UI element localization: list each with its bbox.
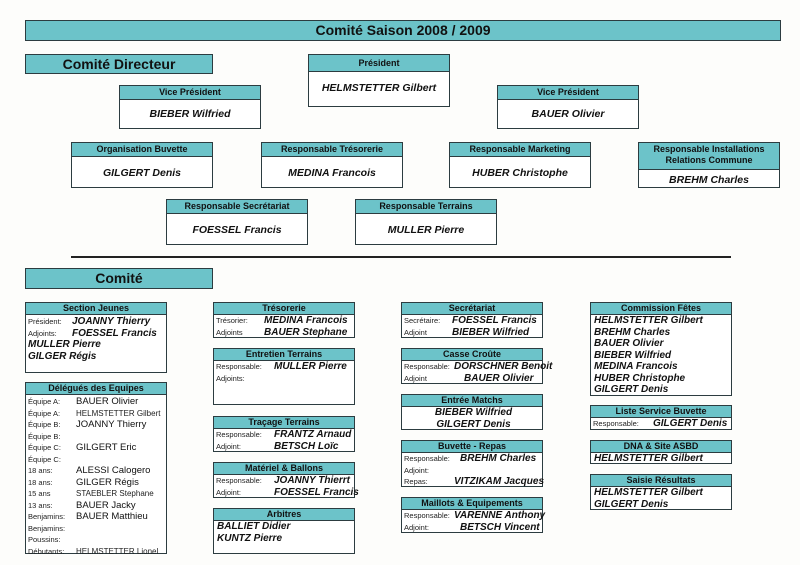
buvette-label-3: Repas: — [404, 477, 428, 486]
secretariat-label-1: Secrétaire: — [404, 316, 441, 325]
responsable-terrains-name: MULLER Pierre — [387, 224, 465, 236]
casse-label-2: Adjoint — [404, 373, 427, 383]
materiel-label-1: Responsable: — [216, 476, 262, 485]
saisie-resultats-title: Saisie Résultats — [591, 475, 731, 487]
entree-matchs-title: Entrée Matchs — [402, 395, 542, 407]
delegue-row — [28, 419, 164, 431]
tresorerie-name-1: MEDINA Francois — [264, 315, 348, 326]
delegue-team-label: Équipe B: — [28, 431, 61, 441]
responsable-tresorerie-name: MEDINA Francois — [288, 167, 376, 179]
maillots-equipements-card — [401, 497, 546, 533]
delegue-team-label: Benjamins: — [28, 512, 66, 521]
entree-matchs-card — [401, 394, 543, 430]
delegue-team-label: Équipe C: — [28, 454, 61, 464]
buvette-name-3: VITZIKAM Jacques — [454, 476, 545, 487]
delegue-row — [28, 500, 164, 512]
delegue-row — [28, 534, 164, 546]
responsable-installations-label — [639, 143, 779, 170]
delegue-team-label: 18 ans: — [28, 466, 53, 475]
tracage-terrains-title: Traçage Terrains — [214, 417, 354, 429]
delegue-team-label: Débutants: — [28, 546, 65, 556]
entree-matchs-name-1: BIEBER Wilfried — [434, 407, 513, 418]
delegue-team-label: 13 ans: — [28, 500, 53, 510]
responsable-tresorerie-label: Responsable Trésorerie — [262, 143, 402, 157]
delegue-row — [28, 454, 164, 466]
delegue-team-label: Équipe C: — [28, 443, 61, 452]
casse-label-1: Responsable: — [404, 362, 450, 371]
delegues-equipes-card — [25, 382, 167, 554]
responsable-installations-card — [638, 142, 780, 188]
delegue-row — [28, 511, 164, 523]
materiel-name-2: FOESSEL Francis — [274, 486, 359, 498]
comite-directeur-heading: Comité Directeur — [25, 54, 213, 74]
delegue-team-label: Poussins: — [28, 535, 61, 544]
installations-label-line2: Relations Commune — [665, 155, 753, 165]
entretien-terrains-title: Entretien Terrains — [214, 349, 354, 361]
entree-matchs-name-2: GILGERT Denis — [436, 418, 511, 430]
tracage-terrains-card — [213, 416, 355, 452]
materiel-label-2: Adjoint: — [216, 487, 242, 497]
delegue-row — [28, 396, 164, 408]
fetes-member: BAUER Olivier — [594, 338, 664, 349]
tracage-name-1: FRANTZ Arnaud — [274, 429, 352, 440]
delegue-row — [28, 488, 164, 500]
buvette-label-2: Adjoint: — [404, 465, 430, 475]
delegue-row — [28, 431, 164, 443]
responsable-tresorerie-card — [261, 142, 403, 188]
secretariat-label-2: Adjoint — [404, 327, 427, 337]
jeunes-adjoint-1: FOESSEL Francis — [72, 327, 157, 339]
jeunes-adjoints-label: Adjoints: — [28, 328, 57, 338]
secretariat-name-1: FOESSEL Francis — [452, 315, 537, 326]
saisie-name-2: GILGERT Denis — [594, 498, 669, 510]
delegue-name: HELMSTETTER Gilbert — [76, 408, 161, 418]
responsable-installations-name: BREHM Charles — [669, 174, 749, 186]
fetes-member: HELMSTETTER Gilbert — [594, 315, 703, 326]
casse-name-1: DORSCHNER Benoit — [454, 361, 553, 372]
delegue-name: STAEBLER Stephane — [76, 489, 154, 498]
secretariat-title: Secrétariat — [402, 303, 542, 315]
responsable-terrains-label: Responsable Terrains — [356, 200, 496, 214]
liste-service-buvette-card — [590, 405, 732, 430]
fetes-member: MEDINA Francois — [594, 361, 678, 372]
tresorerie-label-2: Adjoints — [216, 327, 243, 337]
responsable-marketing-card — [449, 142, 591, 188]
fetes-member: BIEBER Wilfried — [594, 349, 672, 361]
saisie-name-1: HELMSTETTER Gilbert — [594, 487, 703, 498]
vice-president-2-card — [497, 85, 639, 129]
entretien-label-2: Adjoints: — [216, 373, 245, 383]
delegue-row — [28, 408, 164, 420]
secretariat-card — [401, 302, 543, 338]
organisation-buvette-label: Organisation Buvette — [72, 143, 212, 157]
saisie-resultats-card — [590, 474, 732, 510]
delegue-team-label: Benjamins: — [28, 523, 66, 533]
section-jeunes-title: Section Jeunes — [26, 303, 166, 315]
materiel-ballons-title: Matériel & Ballons — [214, 463, 354, 475]
arbitres-name-1: BALLIET Didier — [217, 521, 291, 532]
vice-president-2-label: Vice Président — [498, 86, 638, 100]
tracage-label-2: Adjoint: — [216, 441, 242, 451]
tracage-name-2: BETSCH Loïc — [274, 440, 339, 452]
dna-site-name: HELMSTETTER Gilbert — [594, 453, 703, 464]
delegue-row — [28, 523, 164, 535]
delegue-row — [28, 546, 164, 558]
delegue-name: GILGER Régis — [76, 476, 139, 488]
buvette-repas-title: Buvette - Repas — [402, 441, 542, 453]
tresorerie-card — [213, 302, 355, 338]
entretien-label-1: Responsable: — [216, 362, 262, 371]
delegue-team-label: 18 ans: — [28, 477, 53, 487]
president-label: Président — [309, 55, 449, 72]
jeunes-adjoint-2: MULLER Pierre — [28, 339, 101, 350]
vice-president-1-name: BIEBER Wilfried — [149, 108, 231, 120]
entretien-name-1: MULLER Pierre — [274, 361, 347, 372]
casse-croute-title: Casse Croûte — [402, 349, 542, 361]
delegues-equipes-title: Délégués des Equipes — [26, 383, 166, 395]
maillots-name-1: VARENNE Anthony — [454, 510, 546, 521]
delegue-team-label: Équipe A: — [28, 397, 61, 406]
tracage-label-1: Responsable: — [216, 430, 262, 439]
delegue-name: ALESSI Calogero — [76, 465, 151, 476]
installations-label-line1: Responsable Installations — [653, 144, 765, 154]
materiel-ballons-card — [213, 462, 359, 498]
president-card — [308, 54, 450, 107]
delegue-team-label: 15 ans — [28, 489, 51, 498]
comite-heading: Comité — [25, 268, 213, 289]
liste-name-1: GILGERT Denis — [653, 418, 728, 429]
liste-label-1: Responsable: — [593, 419, 639, 428]
commission-fetes-card — [590, 302, 732, 396]
delegue-row — [28, 465, 164, 477]
fetes-member: GILGERT Denis — [594, 384, 669, 395]
responsable-terrains-card — [355, 199, 497, 245]
maillots-name-2: BETSCH Vincent — [460, 521, 540, 533]
delegue-name: BAUER Matthieu — [76, 511, 148, 522]
dna-site-card — [590, 440, 732, 464]
liste-service-buvette-title: Liste Service Buvette — [591, 406, 731, 418]
section-jeunes-card — [25, 302, 167, 373]
secretariat-name-2: BIEBER Wilfried — [452, 326, 530, 338]
dna-site-title: DNA & Site ASBD — [591, 441, 731, 453]
page-title: Comité Saison 2008 / 2009 — [25, 20, 781, 41]
organisation-buvette-name: GILGERT Denis — [103, 167, 181, 179]
maillots-equipements-title: Maillots & Equipements — [402, 498, 542, 510]
delegue-row — [28, 442, 164, 454]
buvette-label-1: Responsable: — [404, 454, 450, 463]
tresorerie-name-2: BAUER Stephane — [264, 326, 348, 338]
casse-croute-card — [401, 348, 553, 384]
arbitres-name-2: KUNTZ Pierre — [217, 532, 283, 544]
president-name: HELMSTETTER Gilbert — [321, 82, 437, 94]
vice-president-1-label: Vice Président — [120, 86, 260, 100]
organisation-buvette-card — [71, 142, 213, 188]
materiel-name-1: JOANNY Thierrt — [274, 475, 350, 486]
delegue-row — [28, 477, 164, 489]
arbitres-title: Arbitres — [214, 509, 354, 521]
commission-fetes-title: Commission Fêtes — [591, 303, 731, 315]
tresorerie-label-1: Trésorier: — [216, 316, 248, 325]
fetes-member: HUBER Christophe — [594, 372, 686, 384]
casse-name-2: BAUER Olivier — [464, 372, 534, 384]
delegue-team-label: Équipe B: — [28, 420, 61, 429]
delegue-name: BAUER Jacky — [76, 499, 136, 511]
entretien-terrains-card — [213, 348, 355, 405]
delegue-name: BAUER Olivier — [76, 396, 139, 407]
jeunes-president-name: JOANNY Thierry — [72, 316, 151, 327]
arbitres-card — [213, 508, 355, 554]
jeunes-president-label: Président: — [28, 317, 62, 326]
delegue-name: HELMSTETTER Lionel — [76, 546, 159, 556]
buvette-repas-card — [401, 440, 543, 487]
maillots-label-1: Responsable: — [404, 511, 450, 520]
responsable-marketing-name: HUBER Christophe — [472, 167, 568, 179]
maillots-label-2: Adjoint: — [404, 522, 430, 532]
vice-president-2-name: BAUER Olivier — [531, 108, 605, 120]
delegue-name: GILGERT Eric — [76, 442, 137, 453]
responsable-secretariat-card — [166, 199, 308, 245]
section-divider — [71, 256, 731, 258]
jeunes-adjoint-3: GILGER Régis — [28, 350, 97, 362]
delegue-name: JOANNY Thierry — [76, 419, 147, 430]
responsable-marketing-label: Responsable Marketing — [450, 143, 590, 157]
fetes-member: BREHM Charles — [594, 326, 671, 338]
responsable-secretariat-name: FOESSEL Francis — [192, 224, 282, 236]
delegue-team-label: Équipe A: — [28, 408, 61, 418]
tresorerie-title: Trésorerie — [214, 303, 354, 315]
responsable-secretariat-label: Responsable Secrétariat — [167, 200, 307, 214]
vice-president-1-card — [119, 85, 261, 129]
buvette-name-1: BREHM Charles — [460, 453, 537, 464]
